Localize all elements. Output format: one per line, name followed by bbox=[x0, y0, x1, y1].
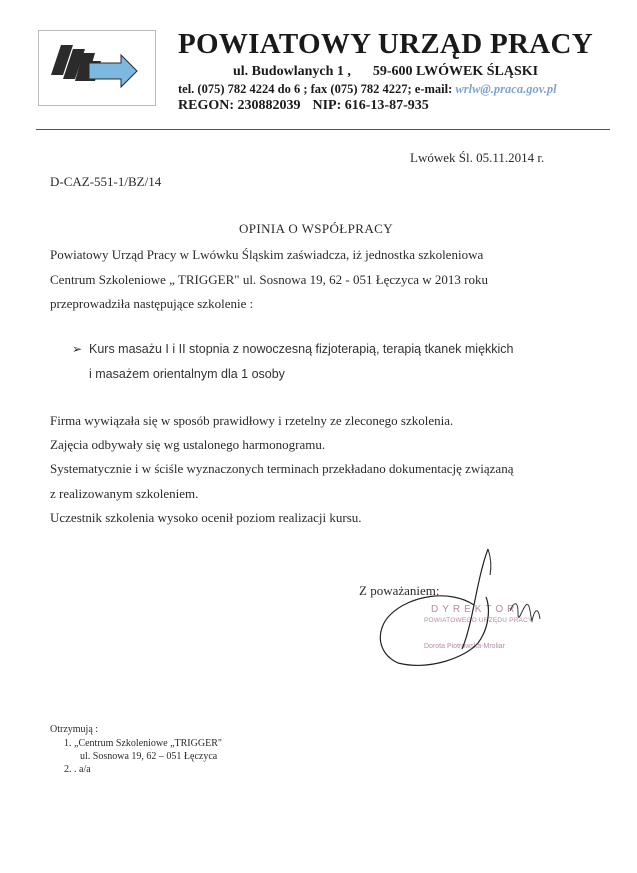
letter-date: Lwówek Śl. 05.11.2014 r. bbox=[410, 150, 545, 165]
bullet-arrow-icon: ➢ bbox=[72, 342, 83, 356]
intro-line: Powiatowy Urząd Pracy w Lwówku Śląskim zaświadcza, iż jednostka szkoleniowa bbox=[50, 247, 484, 262]
body-line: Uczestnik szkolenia wysoko ocenił poziom realizacji kursu. bbox=[50, 510, 362, 525]
body-line: Zajęcia odbywały się wg ustalonego harmonogramu. bbox=[50, 437, 326, 452]
bullet-line: i masażem orientalnym dla 1 osoby bbox=[89, 367, 285, 381]
handwritten-signature bbox=[370, 545, 550, 675]
body-line: Systematycznie i w ściśle wyznaczonych terminach przekładano dokumentację związaną bbox=[50, 461, 514, 476]
letterhead-divider bbox=[36, 129, 610, 130]
recipient-line: ul. Sosnowa 19, 62 – 051 Łęczyca bbox=[80, 751, 218, 762]
office-city: 59-600 LWÓWEK ŚLĄSKI bbox=[372, 64, 539, 79]
intro-line: przeprowadziła następujące szkolenie : bbox=[50, 296, 254, 311]
office-regon: REGON: 230882039 bbox=[178, 98, 301, 113]
letter-reference: D-CAZ-551-1/BZ/14 bbox=[50, 174, 162, 189]
recipient-line: 1. „Centrum Szkoleniowe „TRIGGER" bbox=[64, 738, 222, 749]
office-registry bbox=[178, 98, 429, 114]
office-phone-fax: tel. (075) 782 4224 do 6 ; fax (075) 782 4227; e-mail: bbox=[178, 82, 453, 96]
recipients-heading: Otrzymują : bbox=[50, 724, 99, 735]
recipient-line: 2. . a/a bbox=[64, 764, 91, 775]
stamp-name: Dorota Piotrowska-Mroliar bbox=[424, 643, 505, 650]
closing-phrase: Z poważaniem: bbox=[359, 583, 440, 598]
body-line: z realizowanym szkoleniem. bbox=[50, 486, 199, 501]
office-logo bbox=[38, 30, 156, 106]
office-street: ul. Budowlanych 1 , bbox=[233, 64, 351, 79]
office-contact bbox=[178, 82, 557, 97]
stamp-title: DYREKTOR bbox=[431, 604, 519, 615]
logo-arrow-icon bbox=[39, 31, 155, 105]
bullet-line: Kurs masażu I i II stopnia z nowoczesną fizjoterapią, terapią tkanek miękkich bbox=[89, 342, 514, 356]
office-nip: NIP: 616-13-87-935 bbox=[312, 98, 429, 113]
office-address bbox=[233, 64, 538, 80]
stamp-subtitle: POWIATOWEGO URZĘDU PRACY bbox=[424, 617, 533, 624]
letter-title: OPINIA O WSPÓŁPRACY bbox=[239, 221, 393, 236]
office-email-link[interactable]: wrlw@.praca.gov.pl bbox=[455, 82, 557, 96]
body-line: Firma wywiązała się w sposób prawidłowy i rzetelny ze zleconego szkolenia. bbox=[50, 413, 454, 428]
intro-line: Centrum Szkoleniowe „ TRIGGER" ul. Sosnowa 19, 62 - 051 Łęczyca w 2013 roku bbox=[50, 272, 488, 287]
office-name: POWIATOWY URZĄD PRACY bbox=[178, 28, 593, 60]
